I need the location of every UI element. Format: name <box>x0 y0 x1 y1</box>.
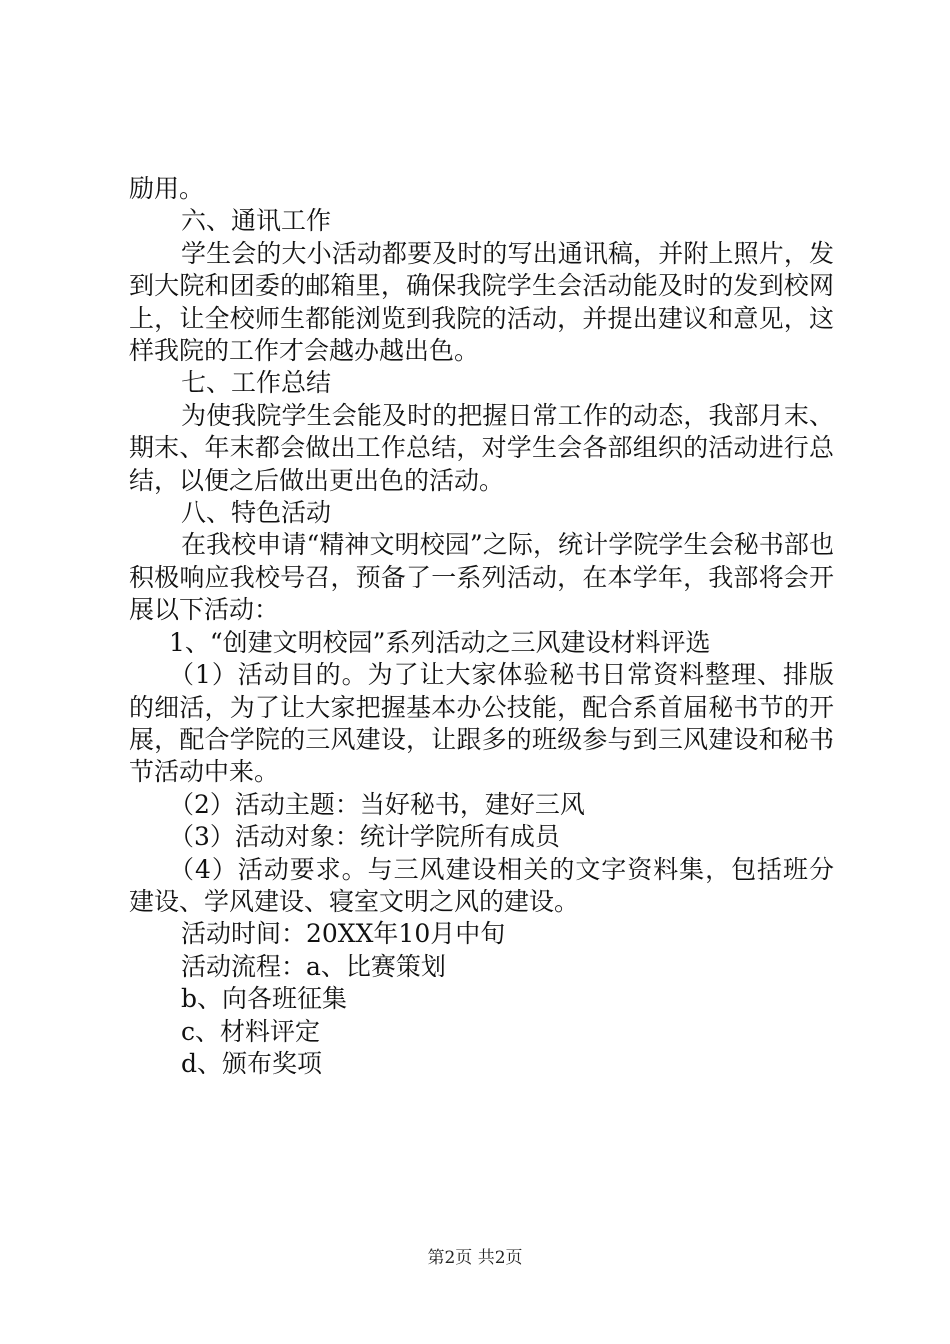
paragraph-activity-purpose: （1）活动目的。为了让大家体验秘书日常资料整理、排版的细活，为了让大家把握基本办公技能，配合系首届秘书节的开展，配合学院的三风建设，让跟多的班级参与到三风建设和秘书节活动中来。 <box>129 660 834 787</box>
flow-step-d: d、颁布奖项 <box>181 1048 323 1078</box>
heading-section-8: 八、特色活动 <box>181 498 332 528</box>
paragraph-activity-requirement: （4）活动要求。与三风建设相关的文字资料集，包括班分建设、学风建设、寝室文明之风的建设。 <box>129 854 834 916</box>
document-body <box>129 173 834 1080</box>
paragraph-activity-flow: 活动流程：a、比赛策划 <box>181 951 446 981</box>
heading-section-6: 六、通讯工作 <box>181 206 332 236</box>
page-number-label: 第2页 共2页 <box>427 1248 523 1268</box>
paragraph-communication: 学生会的大小活动都要及时的写出通讯稿，并附上照片，发到大院和团委的邮箱里，确保我院学生会活动能及时的发到校网上，让全校师生都能浏览到我院的活动，并提出建议和意见，这样我院的工作才会越办越出色。 <box>129 238 834 366</box>
flow-step-c: c、材料评定 <box>181 1016 321 1046</box>
paragraph-feature-activities: 在我校申请“精神文明校园”之际，统计学院学生会秘书部也积极响应我校号召，预备了一系列活动，在本学年，我部将会开展以下活动： <box>129 530 834 625</box>
page-footer <box>0 1243 950 1268</box>
heading-section-7: 七、工作总结 <box>181 368 332 398</box>
flow-step-b: b、向各班征集 <box>181 984 348 1014</box>
paragraph-activity-theme: （2）活动主题：当好秘书，建好三风 <box>169 789 585 819</box>
heading-activity-1: 1、“创建文明校园”系列活动之三风建设材料评选 <box>169 627 711 657</box>
paragraph-0: 励用。 <box>129 174 205 203</box>
paragraph-activity-target: （3）活动对象：统计学院所有成员 <box>169 822 560 852</box>
paragraph-summary: 为使我院学生会能及时的把握日常工作的动态，我部月末、期末、年末都会做出工作总结，对学生会各部组织的活动进行总结，以便之后做出更出色的活动。 <box>129 400 834 495</box>
paragraph-activity-time: 活动时间：20XX年10月中旬 <box>181 919 506 949</box>
